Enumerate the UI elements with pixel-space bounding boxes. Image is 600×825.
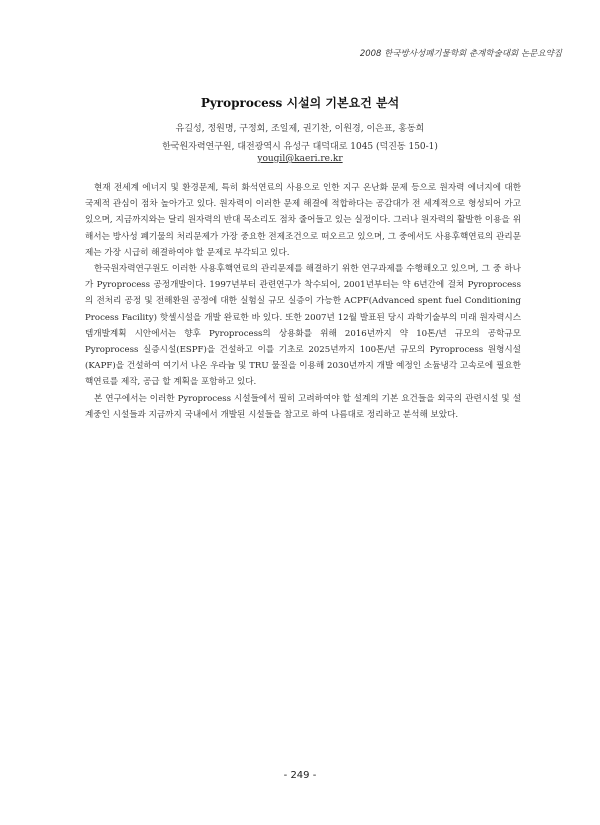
abstract-paragraph-1: 현재 전세계 에너지 및 환경문제, 특히 화석연료의 사용으로 인한 지구 온난화 문제 등으로 원자력 에너지에 대한 국제적 관심이 점차 높아가고 있다. 원자력이 이러한 문제 해결에 적합하다는 공감대가 전 세계적으로 형성되어 가고 있으며, 지금까지와는 달리 원자력의 반대 목소리도 점차 줄어들고 있는 실정이다. 그러나 원자력의 활발한 이용을 위해서는 방사성 폐기물의 처리문제가 가장 중요한 전제조건으로 떠오르고 있으며, 그 중에서도 사용후핵연료의 관리문제는 가장 시급히 해결하여야 할 문제로 부각되고 있다. <box>85 183 521 258</box>
paper-affiliation: 한국원자력연구원, 대전광역시 유성구 대덕대로 1045 (덕진동 150-1) <box>162 142 438 152</box>
running-head: 2008 한국방사성폐기물학회 춘계학술대회 논문요약집 <box>359 49 562 59</box>
page-number: - 249 - <box>283 770 317 781</box>
abstract-paragraph-3: 본 연구에서는 이러한 Pyroprocess 시설들에서 필히 고려하여야 할 설계의 기본 요건들을 외국의 관련시설 및 설계중인 시설들과 지금까지 국내에서 개발된 시설들을 참고로 하여 나름대로 정리하고 분석해 보았다. <box>85 393 521 420</box>
abstract-body <box>85 180 521 423</box>
abstract-paragraph-2: 한국원자력연구원도 이러한 사용후핵연료의 관리문제를 해결하기 위한 연구과제를 수행해오고 있으며, 그 중 하나가 Pyroprocess 공정개발이다. 1997년부터 관련연구가 착수되어, 2001년부터는 약 6년간에 걸쳐 Pyroprocess의 전처리 공정 및 전해환원 공정에 대한 실험실 규모 실증이 가능한 ACPF(Advanced spent fuel Conditioning Process Facility) 핫셀시설을 개발 완료한 바 있다. 또한 2007년 12월 발표된 당시 과학기술부의 미래 원자력시스템개발계획 시안에서는 향후 Pyroprocess의 상용화를 위해 2016년까지 약 10톤/년 규모의 공학규모 Pyroprocess 실증시설(ESPF)을 건설하고 이를 기초로 2025년까지 100톤/년 규모의 Pyroprocess 원형시설(KAPF)을 건설하여 여기서 나온 우라늄 및 TRU 물질을 이용해 2030년까지 개발 예정인 소듐냉각 고속로에 필요한 핵연료를 제작, 공급 할 계획을 포함하고 있다. <box>85 264 521 388</box>
paper-title: Pyroprocess 시설의 기본요건 분석 <box>200 96 400 110</box>
author-email-text: yougil@kaeri.re.kr <box>257 154 343 164</box>
paper-authors: 유길성, 정원명, 구정회, 조일제, 권기찬, 이원경, 이은표, 홍동희 <box>175 124 425 134</box>
author-email <box>0 154 600 164</box>
